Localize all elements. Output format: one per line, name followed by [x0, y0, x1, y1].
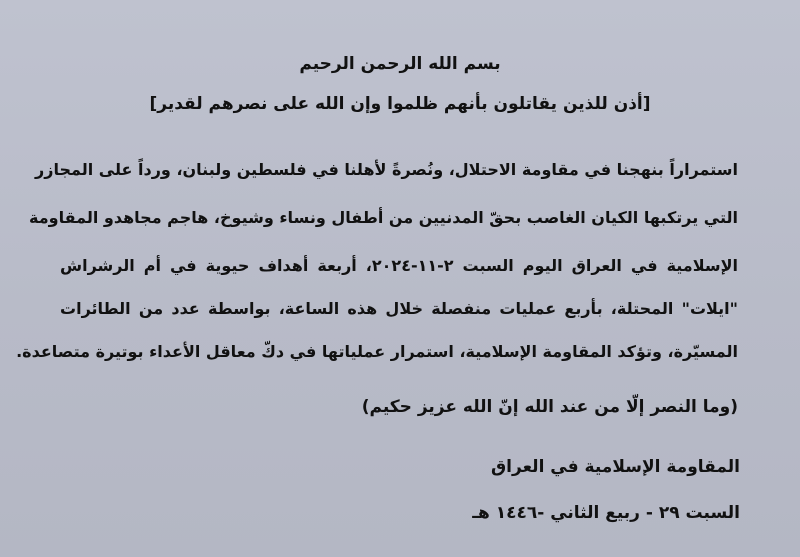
opening-verse: [أذن للذين يقاتلون بأنهم ظلموا وإن الله على نصرهم لقدير]	[149, 94, 651, 114]
body-line: التي يرتكبها الكيان الغاصب بحقّ المدنيين من أطفال ونساء وشيوخ، هاجم مجاهدو المقاومة	[29, 208, 738, 227]
signature: المقاومة الإسلامية في العراق	[490, 457, 740, 477]
body-line: استمراراً بنهجنا في مقاومة الاحتلال، ونُصرةً لأهلنا في فلسطين ولبنان، ورداً على المجازر	[35, 160, 738, 179]
basmala: بسم الله الرحمن الرحيم	[299, 54, 501, 74]
body-line: المسيّرة، وتؤكد المقاومة الإسلامية، استمرار عملياتها في دكّ معاقل الأعداء بوتيرة متصاعدة.	[16, 342, 738, 361]
date-line: السبت ٢٩ - ربيع الثاني -١٤٤٦ هـ	[472, 503, 740, 523]
body-line: الإسلامية في العراق اليوم السبت ٢-١١-٢٠٢٤، أربعة أهداف حيوية في أم الرشراش	[60, 256, 738, 275]
closing-verse: (وما النصر إلّا من عند الله إنّ الله عزيز حكيم)	[361, 397, 738, 417]
body-line: "ايلات" المحتلة، بأربع عمليات منفصلة خلال هذه الساعة، بواسطة عدد من الطائرات	[60, 299, 738, 318]
